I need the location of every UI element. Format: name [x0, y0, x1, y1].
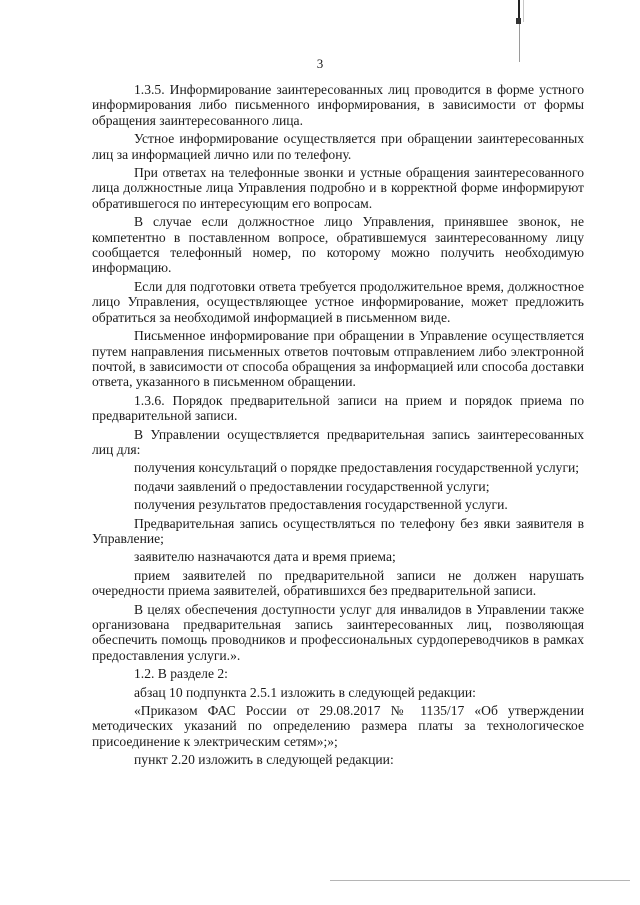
paragraph: Если для подготовки ответа требуется продолжительное время, должностное лицо Управления, осуществляющее устное информирование, может предложить обратиться за необходимой информацией в письменном виде.	[92, 278, 584, 325]
section-heading: 1.2. В разделе 2:	[134, 666, 228, 682]
paragraph: 1.3.5. Информирование заинтересованных лиц проводится в форме устного информирования либо письменного информирования, в зависимости от формы обращения заинтересованного лица.	[92, 82, 584, 128]
list-item: получения результатов предоставления государственной услуги.	[134, 497, 508, 513]
section-heading: 1.3.6. Порядок предварительной записи на прием и порядок приема по предварительной записи.	[92, 392, 584, 424]
paragraph: Устное информирование осуществляется при обращении заинтересованных лиц за информацией лично или по телефону.	[92, 131, 584, 162]
list-item: подачи заявлений о предоставлении государственной услуги;	[134, 478, 490, 494]
paragraph: абзац 10 подпункта 2.5.1 изложить в следующей редакции:	[134, 684, 476, 700]
paragraph: В целях обеспечения доступности услуг для инвалидов в Управлении также организована предварительная запись заинтересованных лиц, позволяющая обеспечить помощь проводников и профессиональных сурдопереводчиков в рамках предоставления услуги.».	[92, 601, 584, 663]
paragraph: «Приказом ФАС России от 29.08.2017 № 1135/17 «Об утверждении методических указаний по определению размера платы за технологическое присоединение к электрическим сетям»;»;	[92, 703, 584, 749]
scan-artifact	[330, 880, 630, 881]
paragraph: Предварительная запись осуществляться по телефону без явки заявителя в Управление;	[92, 515, 584, 546]
paragraph: При ответах на телефонные звонки и устные обращения заинтересованного лица должностные лица Управления подробно и в корректной форме информируют обратившегося по интересующим его вопросам.	[92, 165, 584, 211]
list-item: получения консультаций о порядке предоставления государственной услуги;	[134, 460, 580, 476]
scan-artifact	[523, 0, 524, 22]
list-item: прием заявителей по предварительной записи не должен нарушать очередности приема заявителей, обратившихся без предварительной записи.	[92, 567, 584, 599]
document-body	[92, 82, 584, 771]
paragraph: В случае если должностное лицо Управления, принявшее звонок, не компетентно в поставленном вопросе, обратившемуся заинтересованному лицу сообщается телефонный номер, по которому можно получить необходимую информацию.	[92, 214, 584, 276]
paragraph: Письменное информирование при обращении в Управление осуществляется путем направления письменных ответов почтовым отправлением либо электронной почтой, в зависимости от способа обращения за информацией или способа доставки ответа, указанного в письменном обращении.	[92, 328, 584, 390]
paragraph: В Управлении осуществляется предварительная запись заинтересованных лиц для:	[92, 426, 584, 457]
page-number: 3	[316, 56, 324, 71]
list-item: заявителю назначаются дата и время приема;	[134, 549, 396, 565]
paragraph: пункт 2.20 изложить в следующей редакции:	[134, 752, 394, 768]
